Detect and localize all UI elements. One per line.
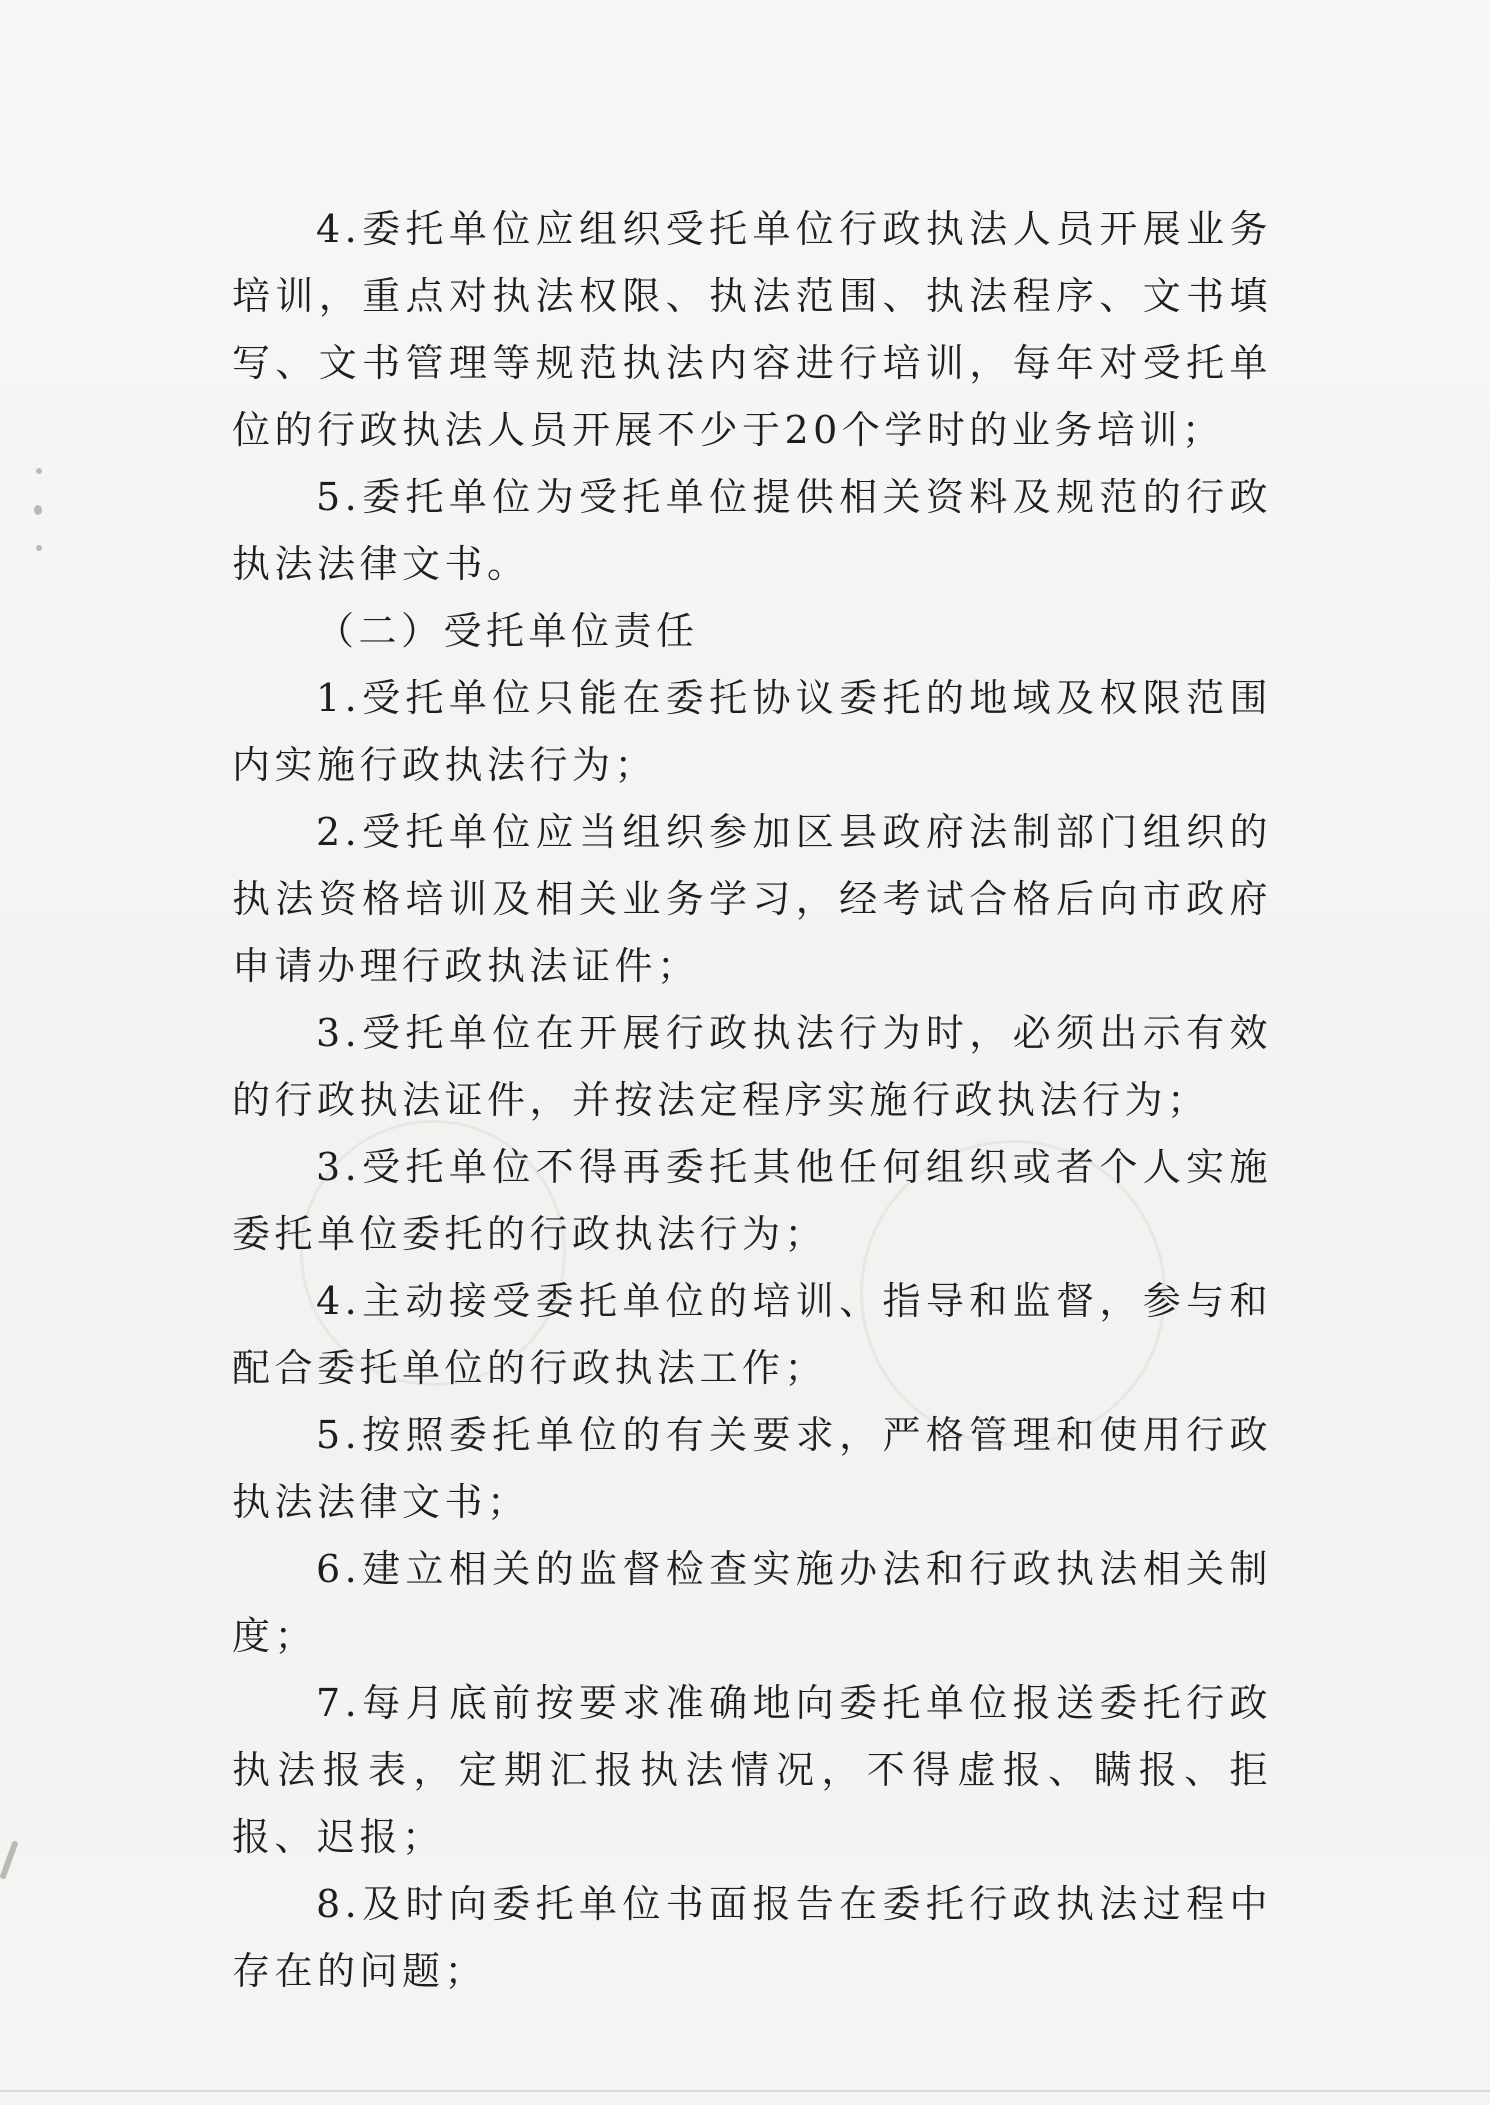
paragraph-10: 7.每月底前按要求准确地向委托单位报送委托行政执法报表，定期汇报执法情况，不得虚报、瞒报、拒报、迟报；	[232, 1681, 1272, 1859]
paragraph-8: 5.按照委托单位的有关要求，严格管理和使用行政执法法律文书；	[232, 1413, 1272, 1524]
paragraph-2: 5.委托单位为受托单位提供相关资料及规范的行政执法法律文书。	[232, 475, 1272, 586]
scan-mark-bottom	[0, 1840, 19, 1880]
bottom-scan-edge	[0, 2090, 1490, 2092]
paragraph-4: 2.受托单位应当组织参加区县政府法制部门组织的执法资格培训及相关业务学习，经考试合格后向市政府申请办理行政执法证件；	[232, 810, 1272, 988]
paragraph-6: 3.受托单位不得再委托其他任何组织或者个人实施委托单位委托的行政执法行为；	[232, 1145, 1272, 1256]
paragraph-3: 1.受托单位只能在委托协议委托的地域及权限范围内实施行政执法行为；	[232, 676, 1272, 787]
paragraph-1: 4.委托单位应组织受托单位行政执法人员开展业务培训，重点对执法权限、执法范围、执法程序、文书填写、文书管理等规范执法内容进行培训，每年对受托单位的行政执法人员开展不少于20个学时的业务培训；	[232, 207, 1272, 452]
paragraph-9: 6.建立相关的监督检查实施办法和行政执法相关制度；	[232, 1547, 1272, 1658]
body-text	[232, 196, 1272, 2005]
paragraph-11: 8.及时向委托单位书面报告在委托行政执法过程中存在的问题；	[232, 1882, 1272, 1993]
scan-dot-3	[36, 545, 42, 551]
paragraph-7: 4.主动接受委托单位的培训、指导和监督，参与和配合委托单位的行政执法工作；	[232, 1279, 1272, 1390]
section-heading-2: （二）受托单位责任	[316, 609, 699, 653]
paragraph-5: 3.受托单位在开展行政执法行为时，必须出示有效的行政执法证件，并按法定程序实施行政执法行为；	[232, 1011, 1272, 1122]
scan-dot-1	[36, 468, 42, 474]
scan-dot-2	[34, 505, 42, 515]
